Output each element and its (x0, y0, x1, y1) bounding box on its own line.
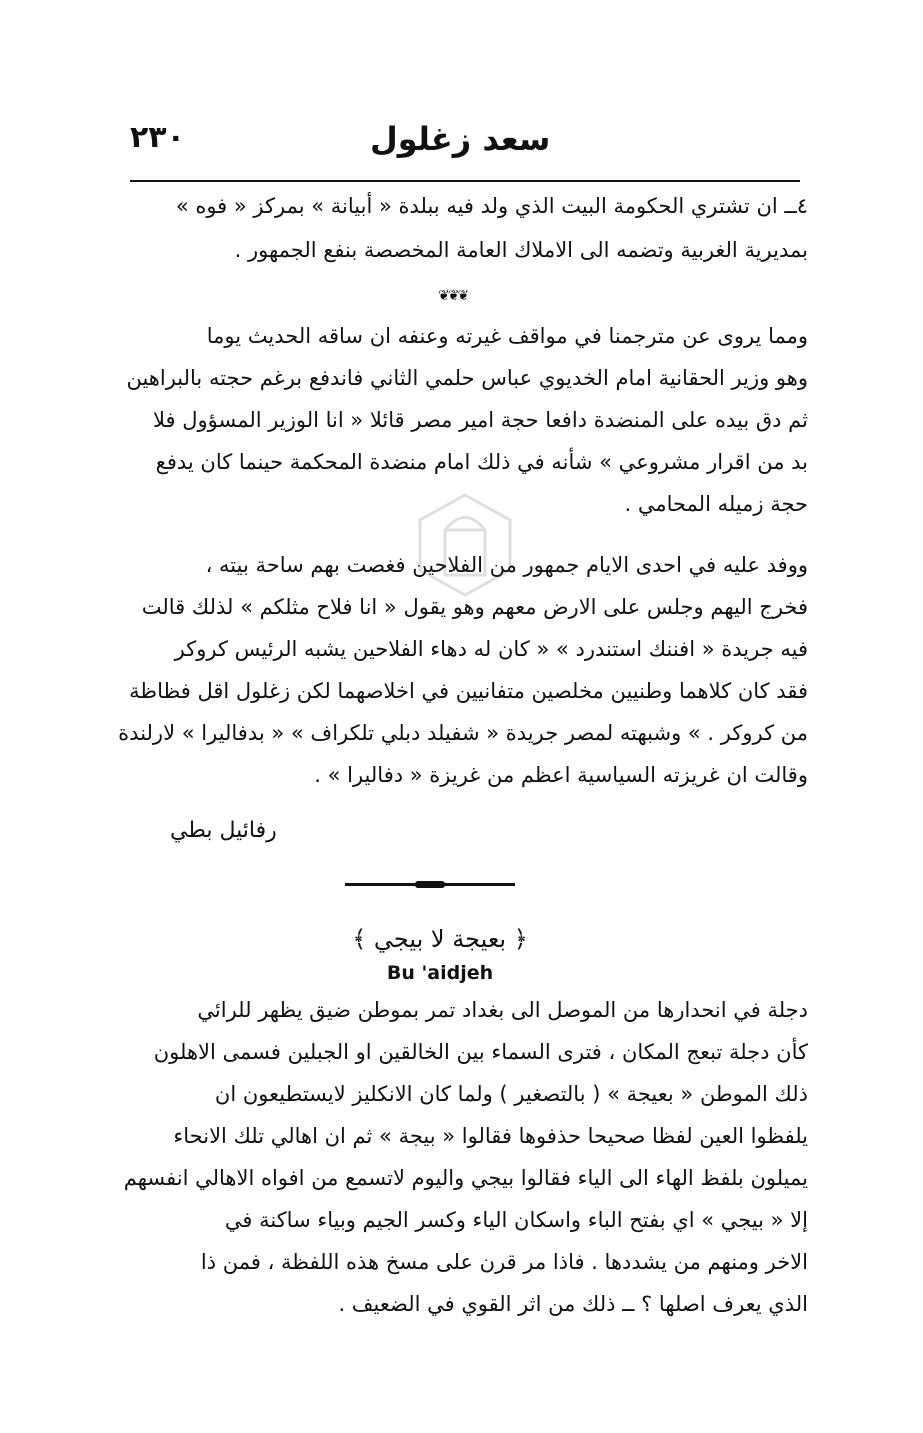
text-line: ثم دق بيده على المنضدة دافعا حجة امير مصر قائلا « انا الوزير المسؤول فلا (153, 408, 808, 432)
text-line: بد من اقرار مشروعي » شأنه في ذلك امام منضدة المحكمة حينما كان يدفع (155, 450, 808, 474)
section-subtitle: Bu 'aidjeh (386, 962, 494, 984)
paragraph-1 (118, 196, 808, 284)
text-line: ذلك الموطن « بعيجة » ( بالتصغير ) ولما كان الانكليز لايستطيعون ان (214, 1082, 808, 1106)
text-line: الذي يعرف اصلها ؟ ــ ذلك من اثر القوي في الضعيف . (338, 1292, 808, 1316)
text-line: وقالت ان غريزته السياسية اعظم من غريزة « دفاليرا » . (314, 763, 808, 787)
text-line: فيه جريدة « افننك استندرد » « كان له دهاء الفلاحين يشبه الرئيس كروكر (174, 637, 808, 661)
book-title: سعد زغلول (370, 120, 551, 158)
text-line: ووفد عليه في احدى الايام جمهور من الفلاحين فغصت بهم ساحة بيته ، (205, 553, 808, 577)
running-head (130, 120, 800, 170)
text-line: الاخر ومنهم من يشددها . فاذا مر قرن على مسخ هذه اللفظة ، فمن ذا (200, 1250, 808, 1274)
paragraph-4 (118, 1000, 808, 1336)
text-line: فقد كان كلاهما وطنيين مخلصين متفانيين في اخلاصهما لكن زغلول اقل فظاظة (129, 679, 808, 703)
text-line: يميلون بلفظ الهاء الى الياء فقالوا بيجي واليوم لاتسمع من افواه الاهالي انفسهم (123, 1166, 808, 1190)
text-line: إلا « بيجي » اي بفتح الباء واسكان الياء وكسر الجيم وبياء ساكنة في (224, 1208, 808, 1232)
text-line: ٤ــ ان تشتري الحكومة البيت الذي ولد فيه ببلدة « أبيانة » بمركز « فوه » (175, 194, 808, 218)
page-number: ٢٣٠ (130, 120, 185, 155)
text-line: حجة زميله المحامي . (624, 492, 808, 516)
section-title: ﴿ بعيجة لا بيجي ﴾ (352, 925, 528, 953)
library-watermark-icon (410, 490, 520, 600)
text-line: كأن دجلة تبعج المكان ، فترى السماء بين الخالقين او الجبلين فسمى الاهلون (153, 1040, 808, 1064)
text-line: دجلة في انحدارها من الموصل الى بغداد تمر بموطن ضيق يظهر للرائي (197, 998, 808, 1022)
header-rule (130, 180, 800, 182)
text-line: بمديرية الغربية وتضمه الى الاملاك العامة المخصصة بنفع الجمهور . (234, 238, 808, 262)
text-line: يلفظوا العين لفظا صحيحا حذفوها فقالوا « بيجة » ثم ان اهالي تلك الانحاء (173, 1124, 808, 1148)
section-divider (345, 883, 515, 886)
text-line: ومما يروى عن مترجمنا في مواقف غيرته وعنفه ان ساقه الحديث يوما (206, 324, 808, 348)
text-line: وهو وزير الحقانية امام الخديوي عباس حلمي الثاني فاندفع برغم حجته بالبراهين (126, 366, 808, 390)
text-line: من كروكر . » وشبهته لمصر جريدة « شفيلد دبلي تلكراف » « بدفاليرا » لارلندة (118, 721, 808, 745)
text-line: فخرج اليهم وجلس على الارض معهم وهو يقول « انا فلاح مثلكم » لذلك قالت (141, 595, 808, 619)
ornament-divider: ❦❦❦ (438, 288, 468, 304)
author-signature: رفائيل بطي (170, 818, 277, 843)
